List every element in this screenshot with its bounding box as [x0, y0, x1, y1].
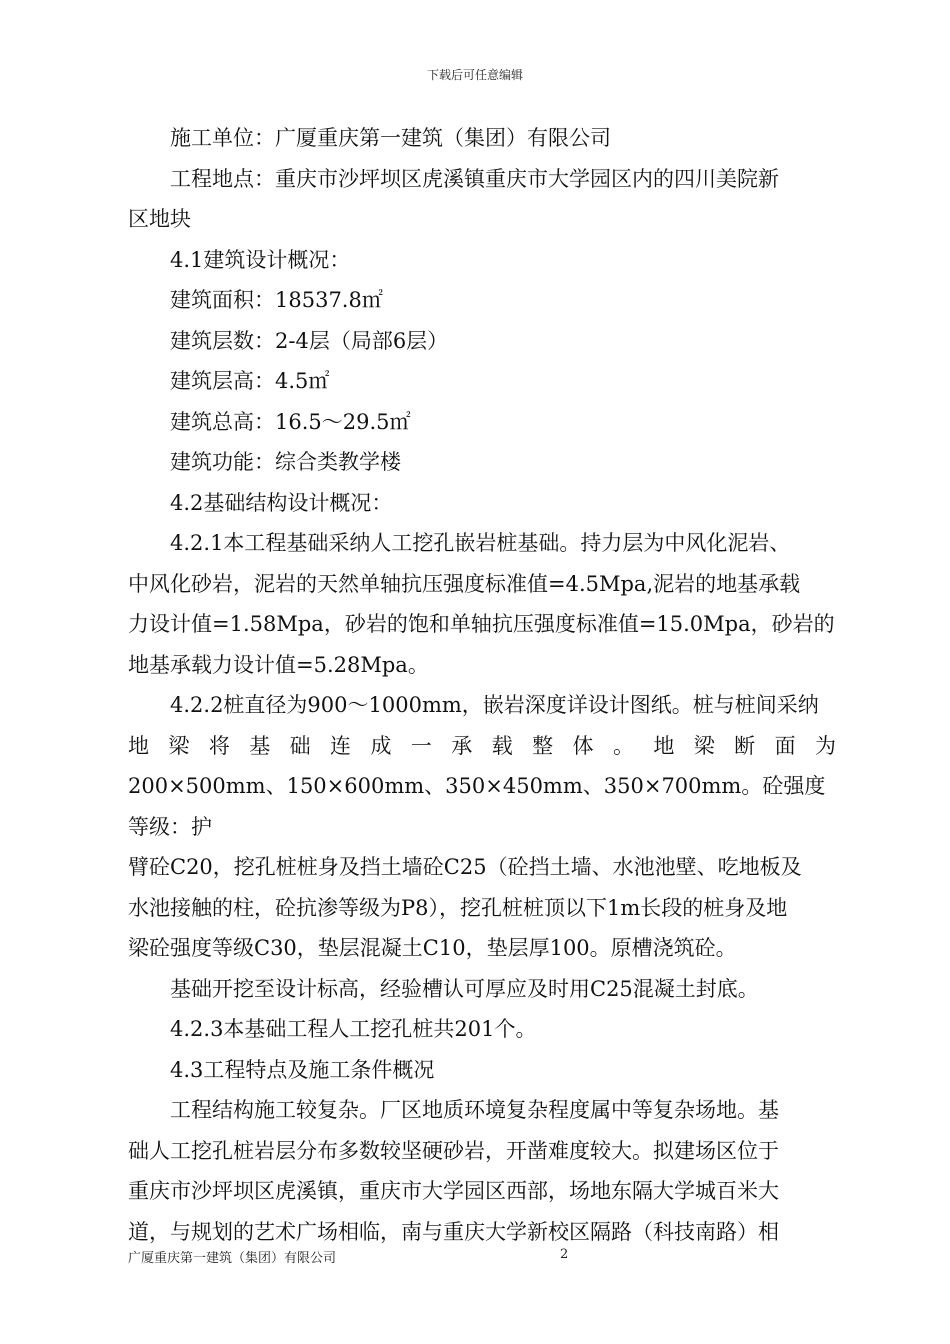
paragraph-location-line2: 区地块 — [128, 207, 191, 231]
paragraph-building-function: 建筑功能：综合类教学楼 — [170, 450, 401, 474]
paragraph-4-3-line2: 础人工挖孔桩岩层分布多数较坚硬砂岩，开凿难度较大。拟建场区位于 — [128, 1138, 779, 1163]
paragraph-building-area: 建筑面积：18537.8㎡ — [170, 288, 383, 312]
paragraph-4-3-line3: 重庆市沙坪坝区虎溪镇，重庆市大学园区西部，场地东隔大学城百米大 — [128, 1179, 779, 1203]
paragraph-4-2-2-line2: 地梁将基础连成一承载整体。地梁断面为 — [128, 733, 836, 758]
paragraph-4-3-line4: 道，与规划的艺术广场相临，南与重庆大学新校区隔路（科技南路）相 — [128, 1219, 779, 1244]
document-body — [128, 118, 836, 1252]
paragraph-4-2-1-line3: 力设计值=1.58Mpa，砂岩的饱和单轴抗压强度标准值=15.0Mpa，砂岩的 — [128, 612, 835, 636]
paragraph-construction-unit: 施工单位：广厦重庆第一建筑（集团）有限公司 — [170, 126, 611, 150]
paragraph-4-2-2-line6: 梁砼强度等级C30，垫层混凝土C10，垫层厚100。原槽浇筑砼。 — [128, 936, 737, 960]
paragraph-total-height: 建筑总高：16.5～29.5㎡ — [170, 409, 411, 434]
paragraph-floor-height: 建筑层高：4.5㎡ — [170, 369, 330, 393]
paragraph-building-floors: 建筑层数：2-4层（局部6层） — [170, 328, 449, 353]
paragraph-excavation: 基础开挖至设计标高，经验槽认可厚应及时用C25混凝土封底。 — [170, 976, 759, 1001]
heading-4-2: 4.2基础结构设计概况： — [170, 490, 393, 515]
heading-4-3: 4.3工程特点及施工条件概况 — [170, 1057, 435, 1082]
footer-page-number: 2 — [560, 1247, 569, 1262]
heading-4-1: 4.1建筑设计概况： — [170, 247, 351, 272]
paragraph-4-2-2-line3: 200×500mm、150×600mm、350×450mm、350×700mm。砼强度等级：护 — [128, 774, 826, 839]
paragraph-4-2-2-line4: 臂砼C20，挖孔桩桩身及挡土墙砼C25（砼挡土墙、水池池壁、吃地板及 — [128, 855, 802, 879]
paragraph-4-2-3: 4.2.3本基础工程人工挖孔桩共201个。 — [170, 1017, 537, 1041]
paragraph-4-3-line1: 工程结构施工较复杂。厂区地质环境复杂程度属中等复杂场地。基 — [170, 1098, 779, 1122]
paragraph-4-2-1-line2: 中风化砂岩，泥岩的天然单轴抗压强度标准值=4.5Mpa,泥岩的地基承载 — [128, 571, 801, 596]
paragraph-4-2-1-line4: 地基承载力设计值=5.28Mpa。 — [128, 652, 429, 677]
paragraph-4-2-1-line1: 4.2.1本工程基础采纳人工挖孔嵌岩桩基础。持力层为中风化泥岩、 — [170, 531, 791, 555]
page-header: 下载后可任意编辑 — [426, 68, 523, 82]
paragraph-location-line1: 工程地点：重庆市沙坪坝区虎溪镇重庆市大学园区内的四川美院新 — [170, 166, 779, 191]
footer-company: 广厦重庆第一建筑（集团）有限公司 — [128, 1251, 337, 1266]
paragraph-4-2-2-line1: 4.2.2桩直径为900～1000mm，嵌岩深度详设计图纸。桩与桩间采纳 — [170, 693, 819, 717]
paragraph-4-2-2-line5: 水池接触的柱，砼抗渗等级为P8），挖孔桩桩顶以下1m长段的桩身及地 — [128, 895, 788, 920]
